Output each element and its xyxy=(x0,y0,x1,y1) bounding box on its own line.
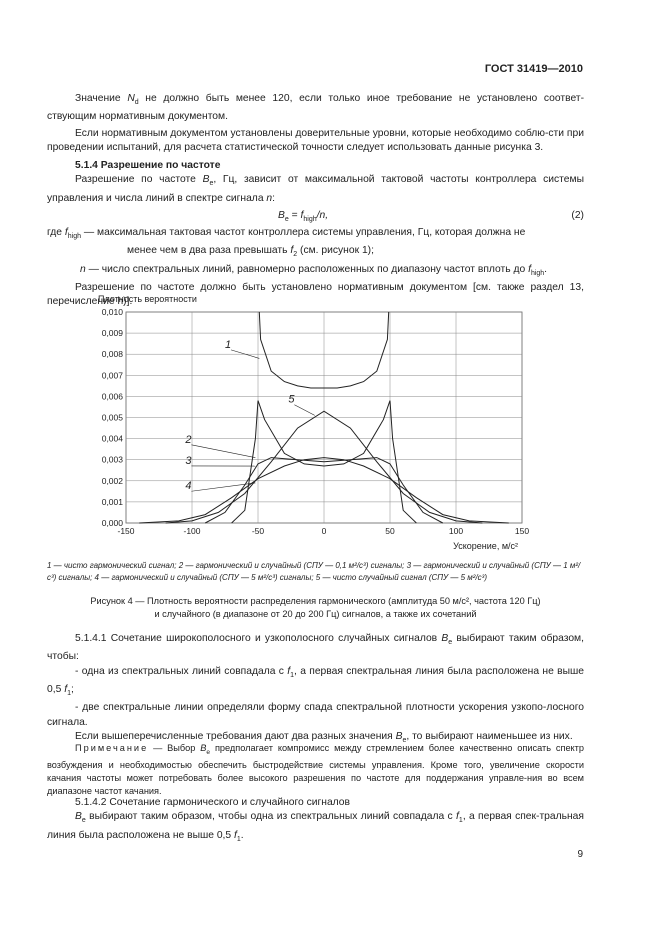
s5142-paragraph: $B_e$ выбирают таким образом, чтобы одна из спектральных линий совпадала с $f_1$, а первая спек-тральная линия была расположена не выше 0,5 $f_1$. xyxy=(47,811,584,843)
intro-paragraph-2: Если нормативным документом установлены доверительные уровни, которые необходимо соблю-сти при проведении испытаний, для расчета статистической точности следует использовать данные рисунка 3. xyxy=(47,127,584,153)
section-5-1-4-2 xyxy=(47,796,584,847)
s5141-item-1: - одна из спектральных линий совпадала с $f_1$, а первая спектральная линия была расположена не выше 0,5 $f_1$; xyxy=(47,665,584,698)
x-tick-label: -150 xyxy=(117,526,135,536)
y-tick-label: 0,000 xyxy=(101,518,123,528)
section-paragraph-1: Разрешение по частоте $B_e$, Гц, зависит от максимальной тактовой частоты контроллера системы управления и числа линий в спектре сигнала n: xyxy=(47,174,584,204)
s5141-item-2: - две спектральные линии определяли форму спада спектральной плотности ускорения узкопо-лосного сигнала. xyxy=(47,702,584,728)
where-n: n — число спектральных линий, равномерно расположенных по диапазону частот вплоть до $f_{high}$. xyxy=(80,263,548,277)
caption-line-1: Рисунок 4 — Плотность вероятности распределения гармонического (амплитуда 50 м/с², частота 120 Гц) xyxy=(90,596,541,606)
y-tick-label: 0,002 xyxy=(101,475,123,486)
y-tick-label: 0,009 xyxy=(101,328,123,339)
figure-caption xyxy=(47,595,584,621)
page-number: 9 xyxy=(577,849,583,860)
y-tick-label: 0,010 xyxy=(101,307,123,317)
curve-leader-2 xyxy=(191,445,255,458)
y-tick-label: 0,001 xyxy=(101,496,123,507)
intro-block xyxy=(47,92,584,155)
formula-number: (2) xyxy=(571,209,584,221)
section-5-1-4 xyxy=(47,159,584,310)
standard-number: ГОСТ 31419—2010 xyxy=(484,63,583,75)
curve-label-2: 2 xyxy=(185,433,192,446)
section-paragraph-2: Разрешение по частоте должно быть установлено нормативным документом [см. также раздел 13, перечисление h)]. xyxy=(47,281,584,308)
x-tick-label: -100 xyxy=(183,526,201,536)
x-tick-label: 0 xyxy=(321,526,327,536)
intro-paragraph-1: Значение $N_d$ не должно быть менее 120, если только иное требование не установлено соответ-ствующим нормативным документом. xyxy=(47,93,584,123)
where-fhigh: где $f_{high}$ — максимальная тактовая частот контроллера системы управления, Гц, которая должна не xyxy=(47,226,526,240)
probability-density-chart xyxy=(40,290,620,555)
x-tick-label: 150 xyxy=(514,526,530,536)
y-tick-label: 0,007 xyxy=(101,370,123,381)
x-tick-label: -50 xyxy=(251,526,265,536)
s5141-paragraph: Если вышеперечисленные требования дают два разных значения $B_e$, то выбирают наименьшее из них. xyxy=(75,730,573,744)
section-title: 5.1.4 Разрешение по частоте xyxy=(75,160,221,171)
curve-leader-5 xyxy=(294,405,314,416)
y-tick-label: 0,005 xyxy=(101,412,123,423)
s5142-title: 5.1.4.2 Сочетание гармонического и случайного сигналов xyxy=(75,797,350,808)
y-tick-label: 0,004 xyxy=(101,433,123,444)
where-fhigh-cont: менее чем в два раза превышать $f_2$ (см. рисунок 1); xyxy=(127,245,374,259)
figure-legend: 1 — чисто гармонический сигнал; 2 — гармонический и случайный (СПУ — 0,1 м²/с³) сигналы; 3 — гармонический и случайный (СПУ — 1 м²/с³) сигналы; 4 — гармонический и случайный (СПУ — 5 м²/с³) сигналы; 5 — чисто случайный сигнал (СПУ — 5 м²/с³) xyxy=(47,561,581,582)
note-block: Примечание — Выбор $B_e$ предполагает компромисс между стремлением более качественно описать спектр возбуждения и необходимостью обеспечить быстродействие системы управления. Кроме того, увеличение скорости качания частоты может потребовать более высокого разрешения по частоте для поддержания управле-ния во всем диапазоне частот качания. xyxy=(47,743,584,796)
s5141-intro: 5.1.4.1 Сочетание широкополосного и узкополосного случайных сигналов $B_e$ выбирают таким образом, чтобы: xyxy=(47,633,584,663)
curve-label-5: 5 xyxy=(288,393,295,406)
x-tick-label: 100 xyxy=(448,526,464,536)
formula-2: $B_e = f_{high}/n$, (2) xyxy=(278,209,584,223)
x-axis-label: Ускорение, м/с² xyxy=(453,541,518,551)
y-tick-label: 0,008 xyxy=(101,349,123,360)
section-5-1-4-1 xyxy=(47,632,584,748)
caption-line-2: и случайного (в диапазоне от 20 до 200 Гц) сигналов, а также их сочетаний xyxy=(154,609,477,619)
note-label: Примечание xyxy=(75,743,149,753)
y-axis-label: Плотность вероятности xyxy=(98,294,197,304)
curve-label-4: 4 xyxy=(185,480,192,493)
curve-label-3: 3 xyxy=(185,454,192,467)
curve-label-1: 1 xyxy=(225,338,232,351)
y-tick-label: 0,003 xyxy=(101,454,123,465)
y-tick-label: 0,006 xyxy=(101,391,123,402)
x-tick-label: 50 xyxy=(385,526,395,536)
